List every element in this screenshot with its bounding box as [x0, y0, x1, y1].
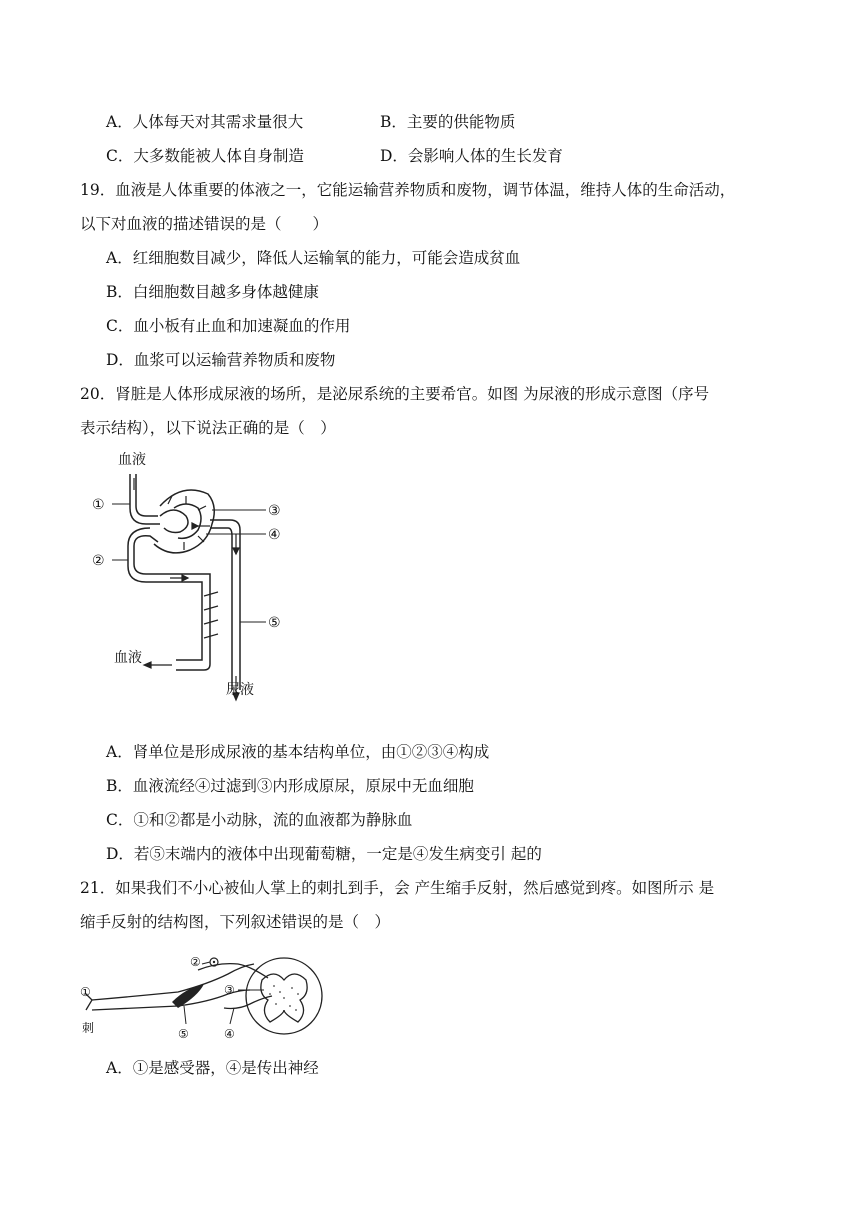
q20-stem-line-1: 20．肾脏是人体形成尿液的场所，是泌尿系统的主要希官。如图 为尿液的形成示意图（序号 — [80, 385, 710, 403]
q18-option-b: B．主要的供能物质 — [380, 113, 516, 131]
q19-stem-line-1: 19．血液是人体重要的体液之一，它能运输营养物质和废物，调节体温，维持人体的生命活动， — [80, 181, 736, 199]
marker-1: ① — [80, 985, 91, 999]
q18-option-a: A．人体每天对其需求量很大 — [106, 113, 304, 131]
q20-option-b: B．血液流经④过滤到③内形成原尿，原尿中无血细胞 — [106, 777, 474, 795]
q20-stem-line-2: 表示结构），以下说法正确的是（ ） — [80, 419, 336, 437]
q19-option-b: B．白细胞数目越多身体越健康 — [106, 283, 319, 301]
q20-option-c: C．①和②都是小动脉，流的血液都为静脉血 — [106, 811, 413, 829]
marker-4: ④ — [224, 1027, 235, 1041]
marker-2: ② — [92, 553, 105, 569]
q19-option-a: A．红细胞数目减少，降低人运输氧的能力，可能会造成贫血 — [106, 249, 521, 267]
q21-stem-line-1: 21．如果我们不小心被仙人掌上的刺扎到手，会 产生缩手反射，然后感觉到疼。如图所示 是 — [80, 879, 715, 897]
q20-option-a: A．肾单位是形成尿液的基本结构单位，由①②③④构成 — [106, 743, 490, 761]
q21-stem-line-2: 缩手反射的结构图，下列叙述错误的是（ ） — [80, 913, 391, 931]
marker-5: ⑤ — [268, 615, 281, 631]
q19-stem-line-2: 以下对血液的描述错误的是（ ） — [80, 215, 329, 233]
q20-option-d: D．若⑤末端内的液体中出现葡萄糖，一定是④发生病变引 起的 — [106, 845, 542, 863]
label-urine: 尿液 — [226, 682, 254, 698]
label-thorn: 刺 — [82, 1021, 95, 1035]
marker-3: ③ — [224, 983, 235, 997]
label-blood-in: 血液 — [118, 452, 146, 468]
marker-3: ③ — [268, 503, 281, 519]
q19-option-c: C．血小板有止血和加速凝血的作用 — [106, 317, 351, 335]
marker-2: ② — [190, 955, 201, 969]
marker-1: ① — [92, 497, 105, 513]
label-blood-out: 血液 — [114, 650, 142, 666]
q18-option-c: C．大多数能被人体自身制造 — [106, 147, 304, 165]
marker-5: ⑤ — [178, 1027, 189, 1041]
marker-4: ④ — [268, 527, 281, 543]
q19-option-d: D．血浆可以运输营养物质和废物 — [106, 351, 336, 369]
q18-option-d: D．会影响人体的生长发育 — [380, 147, 563, 165]
urine-formation-diagram — [90, 446, 300, 702]
q21-option-a: A．①是感受器，④是传出神经 — [106, 1059, 319, 1077]
reflex-arc-diagram — [78, 950, 334, 1044]
